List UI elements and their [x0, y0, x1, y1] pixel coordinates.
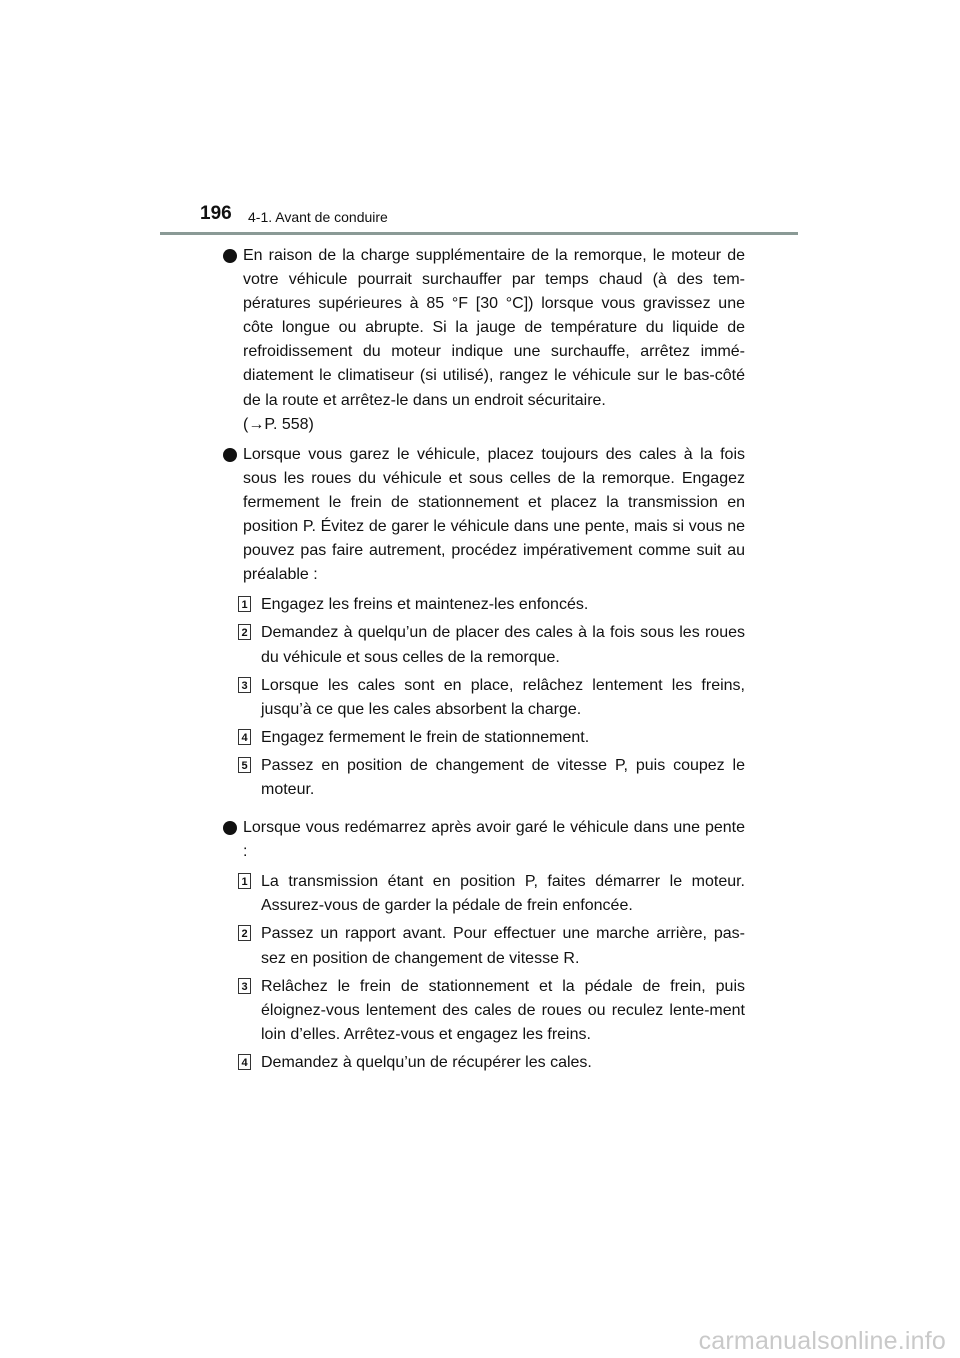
step-number-badge: 1	[238, 873, 251, 889]
step-number-badge: 4	[238, 729, 251, 745]
page-reference-link[interactable]: (→P. 558)	[243, 415, 314, 433]
list-item	[221, 726, 745, 750]
step-text: Engagez les freins et maintenez-les enfoncés.	[261, 596, 589, 614]
bullet-overheating	[221, 244, 745, 437]
step-text: Passez un rapport avant. Pour effectuer une marche arrière, pas-sez en position de changement de vitesse R.	[261, 925, 745, 967]
list-item	[221, 870, 745, 918]
bullet-dot-icon	[223, 249, 237, 263]
list-item	[221, 754, 745, 802]
section-title: 4-1. Avant de conduire	[248, 209, 388, 225]
step-text: La transmission étant en position P, faites démarrer le moteur. Assurez-vous de garder la pédale de frein enfoncée.	[261, 873, 745, 915]
step-number-badge: 2	[238, 925, 251, 941]
watermark: carmanualsonline.info	[698, 1327, 946, 1355]
step-text: Demandez à quelqu’un de placer des cales à la fois sous les roues du véhicule et sous celles de la remorque.	[261, 624, 745, 666]
step-number-badge: 5	[238, 757, 251, 773]
bullet-dot-icon	[223, 821, 237, 835]
step-number-badge: 3	[238, 677, 251, 693]
step-text: Demandez à quelqu’un de récupérer les cales.	[261, 1053, 592, 1071]
list-item	[221, 593, 745, 617]
list-item	[221, 922, 745, 970]
parking-steps	[221, 593, 745, 802]
bullet-text: Lorsque vous redémarrez après avoir garé le véhicule dans une pente :	[243, 819, 745, 861]
list-item	[221, 1051, 745, 1075]
list-item	[221, 621, 745, 669]
page-content	[221, 244, 745, 1079]
list-item	[221, 674, 745, 722]
step-number-badge: 3	[238, 978, 251, 994]
bullet-dot-icon	[223, 448, 237, 462]
bullet-restarting	[221, 816, 745, 864]
step-number-badge: 2	[238, 624, 251, 640]
bullet-parking	[221, 443, 745, 588]
step-text: Engagez fermement le frein de stationnement.	[261, 728, 590, 746]
list-item	[221, 975, 745, 1047]
step-text: Passez en position de changement de vitesse P, puis coupez le moteur.	[261, 756, 745, 798]
step-text: Lorsque les cales sont en place, relâchez lentement les freins, jusqu’à ce que les cales absorbent la charge.	[261, 676, 745, 718]
restart-steps	[221, 870, 745, 1075]
step-text: Relâchez le frein de stationnement et la pédale de frein, puis éloignez-vous lentement des cales de roues ou reculez lente-ment loin d’elles. Arrêtez-vous et engagez les freins.	[261, 977, 745, 1043]
bullet-text: Lorsque vous garez le véhicule, placez toujours des cales à la fois sous les roues du véhicule et sous celles de la remorque. Engagez fermement le frein de stationnement et placez la transmission en position P. Évitez de garer le véhicule dans une pente, mais si vous ne pouvez pas faire autrement, procédez impérativement comme suit au préalable :	[243, 445, 745, 584]
bullet-text: En raison de la charge supplémentaire de la remorque, le moteur de votre véhicule pourrait surchauffer par temps chaud (à des tem-pératures supérieures à 85 °F [30 °C]) lorsque vous gravissez une côte longue ou abrupte. Si la jauge de température du liquide de refroidissement du moteur indique une surchauffe, arrêtez immé-diatement le climatiseur (si utilisé), rangez le véhicule sur le bas-côté de la route et arrêtez-le dans un endroit sécuritaire.	[243, 247, 745, 409]
page-header	[0, 198, 960, 238]
step-number-badge: 1	[238, 596, 251, 612]
header-divider	[160, 232, 798, 235]
page-number: 196	[200, 203, 232, 224]
step-number-badge: 4	[238, 1054, 251, 1070]
